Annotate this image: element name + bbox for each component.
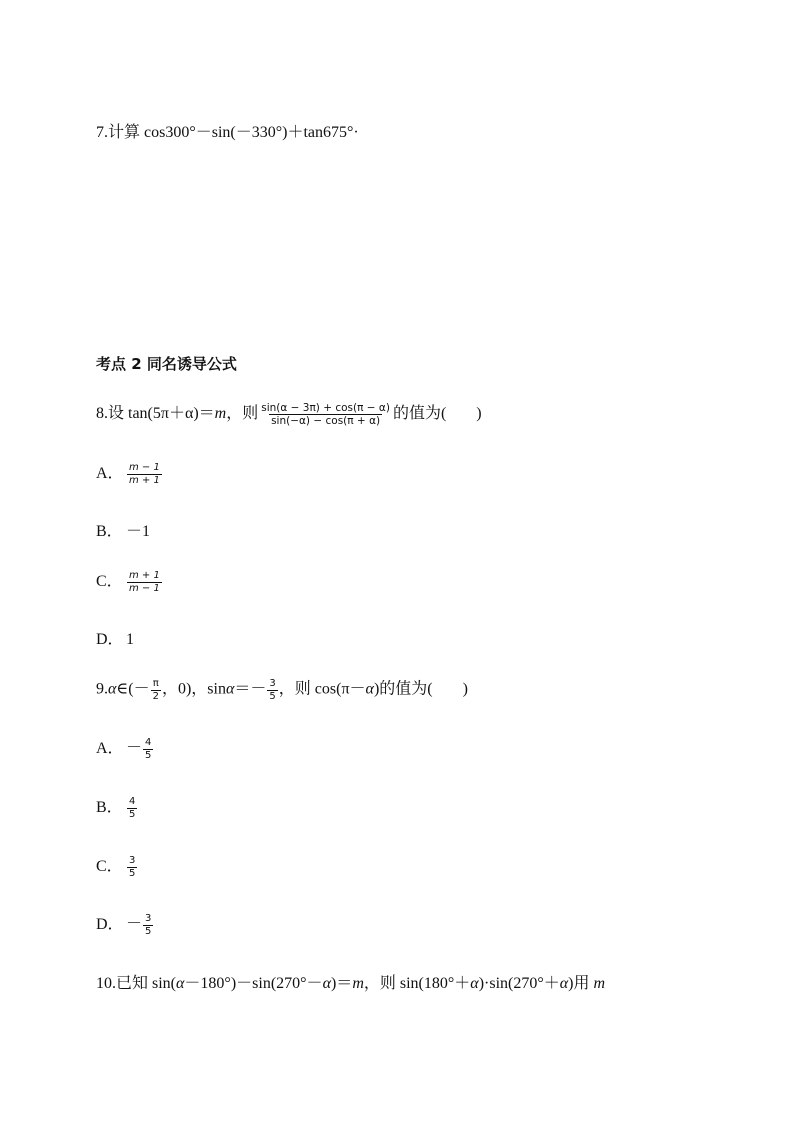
- q8-option-b[interactable]: [96, 524, 150, 540]
- q8-var: m: [214, 405, 227, 423]
- option-label: C．: [96, 857, 123, 875]
- q8-option-a-fraction: [127, 462, 162, 486]
- option-text: 1: [126, 631, 134, 648]
- frac-den: 2: [152, 690, 159, 702]
- q9-option-a-fraction: [143, 737, 153, 761]
- q10-alpha: α: [322, 975, 331, 992]
- q10-part1: 10.已知 sin(: [96, 975, 177, 992]
- q10-alpha: α: [559, 975, 569, 992]
- q8-prefix: 8.设 tan(5π＋α)＝: [96, 405, 215, 423]
- q10-alpha: α: [470, 975, 479, 992]
- q10-alpha: α: [176, 975, 185, 992]
- option-sign: －: [126, 739, 143, 757]
- q9-tail: ，则 cos(π－: [278, 680, 366, 698]
- q9-option-c-fraction: [127, 855, 137, 879]
- q9-close: ): [462, 680, 468, 698]
- q9-eq: ＝－: [234, 680, 267, 698]
- frac-den: 5: [269, 690, 276, 702]
- q9-tail2: )的值为(: [373, 680, 433, 698]
- q8-option-a[interactable]: [96, 462, 163, 486]
- question-10: [96, 976, 605, 992]
- q8-fraction: [259, 402, 392, 427]
- option-label: B．: [96, 798, 123, 816]
- q9-value-fraction: [267, 678, 277, 702]
- q8-suffix-open: 的值为(: [392, 405, 447, 423]
- q9-option-d-fraction: [143, 913, 153, 937]
- section-heading: [96, 357, 237, 372]
- q9-option-b-fraction: [127, 796, 137, 820]
- q9-alpha: α: [108, 680, 117, 698]
- frac-den: 5: [145, 925, 152, 937]
- frac-num: 3: [269, 678, 276, 689]
- q10-var: m: [352, 975, 364, 992]
- q10-var: m: [593, 975, 606, 992]
- q10-part5: )·sin(270°＋: [478, 975, 560, 992]
- question-7: [96, 125, 359, 141]
- q8-frac-den: sin(−α) − cos(π + α): [271, 415, 381, 428]
- q8-suffix-close: ): [476, 405, 482, 423]
- q9-prefix: 9.: [96, 680, 108, 698]
- q9-in: ∈(－: [116, 680, 150, 698]
- option-text: －1: [126, 523, 151, 540]
- frac-den: m − 1: [129, 582, 160, 594]
- frac-num: m + 1: [129, 570, 160, 581]
- q10-part6: )用: [568, 975, 594, 992]
- q9-option-b[interactable]: [96, 796, 138, 820]
- q8-option-d[interactable]: [96, 632, 134, 648]
- frac-den: 5: [145, 749, 152, 761]
- frac-den: 5: [129, 867, 136, 879]
- question-7-text: 7.计算 cos300°－sin(－330°)＋tan675°·: [96, 124, 359, 141]
- q9-option-a[interactable]: [96, 737, 154, 761]
- frac-den: m + 1: [129, 474, 160, 486]
- q8-option-c[interactable]: [96, 570, 163, 594]
- q9-option-c[interactable]: [96, 855, 138, 879]
- frac-num: 4: [129, 796, 136, 807]
- q9-option-d[interactable]: [96, 913, 154, 937]
- frac-num: 3: [145, 913, 152, 924]
- question-9: [96, 678, 468, 702]
- frac-den: 5: [129, 808, 136, 820]
- q10-part2: －180°)－sin(270°－: [184, 975, 323, 992]
- option-label: C．: [96, 572, 123, 590]
- q9-after-interval: ，0)，sin: [161, 680, 226, 698]
- q9-alpha: α: [225, 680, 235, 698]
- q10-part3: )＝: [330, 975, 353, 992]
- frac-num: π: [152, 678, 159, 689]
- option-sign: －: [126, 915, 143, 933]
- frac-num: m − 1: [129, 462, 160, 473]
- frac-num: 3: [129, 855, 136, 866]
- q10-part4: ，则 sin(180°＋: [363, 975, 471, 992]
- option-label: D．: [96, 915, 124, 933]
- option-label: B．: [96, 523, 123, 540]
- q9-alpha: α: [365, 680, 374, 698]
- frac-num: 4: [145, 737, 152, 748]
- option-label: D．: [96, 631, 124, 648]
- q9-pi-fraction: [151, 678, 161, 702]
- option-label: A．: [96, 739, 124, 757]
- option-label: A．: [96, 464, 124, 482]
- q8-mid: ，则: [226, 405, 259, 423]
- q8-frac-num: sin(α − 3π) + cos(π − α): [261, 402, 390, 414]
- question-8: [96, 402, 482, 427]
- section-title: 考点 2 同名诱导公式: [96, 355, 237, 373]
- q8-option-c-fraction: [127, 570, 162, 594]
